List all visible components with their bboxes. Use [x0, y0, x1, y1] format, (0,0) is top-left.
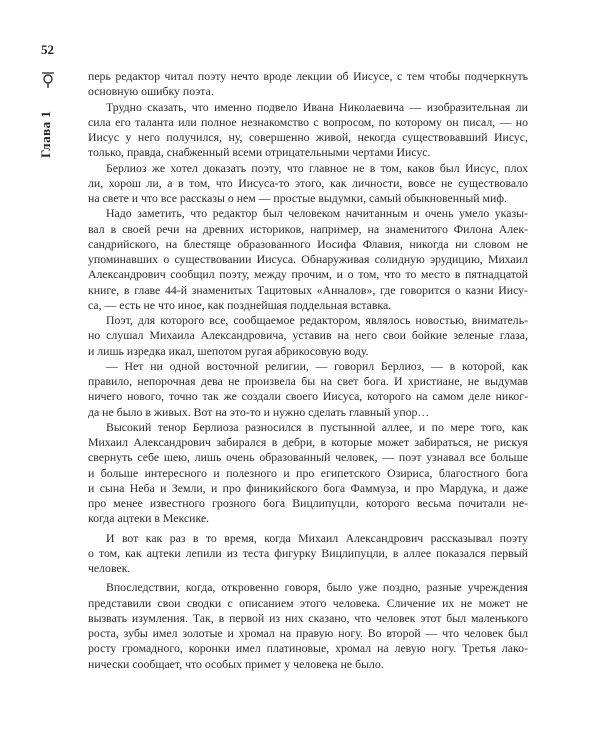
text-line: И вот как раз в то время, когда Михаил Александрович рассказывал поэту [106, 530, 528, 545]
text-line: Впоследствии, когда, откровенно говоря, было уже поздно, разные учреждения [106, 580, 528, 595]
text-line: на свете и что все рассказы о нем — простые выдумки, самый обыкновенный миф. [88, 191, 507, 205]
text-line: нически сообщает, что особых примет у человека не было. [88, 656, 384, 671]
text-line: роста, зубы имел золотые и хромал на правую ногу. Во второй — что человек был [88, 626, 528, 640]
chapter-label: Глава 1 [38, 110, 53, 158]
text-line: Берлиоз же хотел доказать поэту, что главное не в том, каков был Иисус, плох [106, 160, 528, 175]
text-line: вызвать изумления. Так, в первой из них сказано, что человек этот был маленького [88, 610, 528, 625]
paragraph [88, 69, 528, 100]
paragraph [88, 531, 528, 577]
text-line: о том, как ацтеки лепили из теста фигурку Вицлипуцли, в аллее показался первый [88, 545, 528, 560]
paragraph [88, 580, 528, 672]
chapter-ornament-icon [40, 71, 56, 89]
text-line: ничего нового, точно так же создали своего Иисуса, которого на самом деле никог- [88, 389, 528, 404]
text-line: только, правда, снабженный всеми отрицательными чертами Иисус. [88, 145, 431, 160]
text-line: Надо заметить, что редактор был человеком начитанным и очень умело указы- [106, 206, 528, 221]
text-line: Поэт, для которого все, сообщаемое редактором, являлось новостью, вниматель- [106, 313, 528, 327]
paragraph [88, 100, 528, 161]
text-line: книге, в главе 44-й знаменитых Тацитовых «Анналов», где говорится о казни Иису- [88, 282, 528, 297]
text-line: са, — есть не что иное, как позднейшая поддельная вставка. [88, 297, 392, 312]
text-line: Иисус у него получился, ну, совершенно живой, некогда существовавший Иисус, [88, 130, 528, 144]
text-line: и сына Неба и Земли, и про финикийского бога Фаммуза, и про Мардука, и даже [88, 480, 528, 495]
text-line: сандрийского, на блестяще образованного Иосифа Флавия, никогда ни словом не [88, 236, 528, 251]
text-line: Михаил Александрович забирался в дебри, в которые может забираться, не рискуя [88, 435, 528, 449]
text-line: и больше интересного и полезного и про египетского Озириса, благостного бога [88, 465, 528, 480]
text-line: ли, хорош ли, а в том, что Иисуса-то этого, как личности, вовсе не существовало [88, 175, 528, 190]
paragraph [88, 313, 528, 359]
text-line: человек. [88, 561, 131, 575]
text-line: перь редактор читал поэту нечто вроде лекции об Иисусе, с тем чтобы подчеркнуть [88, 69, 528, 83]
text-line: и лишь изредка икал, шепотом ругая абрикосовую воду. [88, 343, 369, 358]
paragraph [88, 206, 528, 313]
text-line: вал в своей речи на древних историков, например, на знаменитого Филона Алек- [88, 221, 528, 236]
text-line: упоминавших о существовании Иисуса. Обнаруживая солидную эрудицию, Михаил [88, 252, 528, 266]
text-line: свернуть себе шею, лишь очень образованный человек, — поэт узнавал все больше [88, 450, 528, 465]
text-line: росту громадного, коронки имел платиновые, хромал на левую ногу. Третья лако- [88, 641, 528, 656]
text-line: Александрович сообщил поэту, между прочим, и о том, что то место в пятнадцатой [88, 267, 528, 282]
body-text [88, 69, 528, 672]
text-line: Высокий тенор Берлиоза разносился в пустынной аллее, и по мере того, как [106, 419, 528, 434]
text-line: когда ацтеки в Мексике. [88, 511, 210, 526]
text-line: про менее известного грозного бога Вицлипуцли, которого весьма почитали не- [88, 496, 528, 510]
text-line: Трудно сказать, что именно подвело Ивана Николаевича — изобразительная ли [106, 99, 528, 114]
paragraph [88, 420, 528, 527]
text-line: — Нет ни одной восточной религии, — говорил Берлиоз, — в которой, как [106, 358, 528, 373]
paragraph [88, 359, 528, 420]
paragraph [88, 161, 528, 207]
text-line: сила его таланта или полное незнакомство с вопросом, по которому он писал, — но [88, 114, 528, 129]
text-line: представили свои сводки с описанием этого человека. Сличение их не может не [88, 595, 528, 610]
text-line: основную ошибку поэта. [88, 84, 214, 99]
text-line: но слушал Михаила Александровича, уставив на него свои бойкие зеленые глаза, [88, 328, 528, 343]
text-line: да не было в живых. Вот на это-то и нужно сделать главный упор… [88, 404, 430, 419]
text-line: правило, непорочная дева не произвела бы на свет бога. И христиане, не выдумав [88, 374, 528, 388]
page-number: 52 [41, 42, 54, 57]
